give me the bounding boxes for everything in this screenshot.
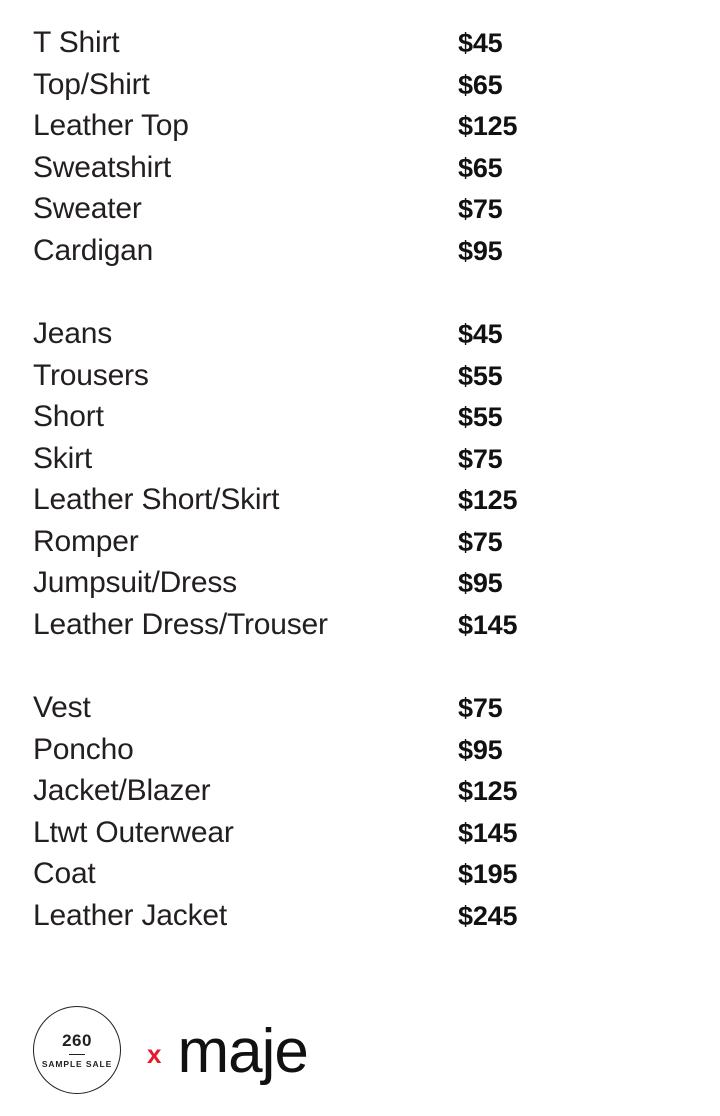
item-price: $45 <box>458 319 503 349</box>
table-row <box>33 442 720 484</box>
item-price: $145 <box>458 817 518 848</box>
item-price: $75 <box>458 693 503 723</box>
item-name: Trousers <box>33 358 149 392</box>
item-name: Romper <box>33 524 139 558</box>
table-row <box>33 525 720 567</box>
stamp-number: 260 <box>62 1030 92 1050</box>
price-group-tops <box>33 26 720 275</box>
table-row <box>33 234 720 276</box>
item-name: Leather Top <box>33 109 189 142</box>
item-price: $245 <box>458 900 518 931</box>
item-price: $145 <box>458 609 518 640</box>
table-row <box>33 774 720 816</box>
item-name: Leather Dress/Trouser <box>33 607 328 641</box>
brand-wordmark: maje <box>177 1017 308 1086</box>
stamp-text: SAMPLE SALE <box>41 1058 113 1069</box>
item-name: Vest <box>33 691 91 724</box>
item-name: Cardigan <box>33 233 154 267</box>
item-price: $65 <box>458 152 503 183</box>
price-list <box>0 26 720 940</box>
table-row <box>33 359 720 401</box>
item-name: Jacket/Blazer <box>33 774 211 807</box>
table-row <box>33 691 720 733</box>
item-name: Leather Short/Skirt <box>33 483 280 516</box>
item-price: $75 <box>458 194 503 224</box>
price-group-outerwear <box>33 691 720 940</box>
item-price: $55 <box>458 402 503 432</box>
collaboration-x-mark: x <box>147 1039 162 1069</box>
table-row <box>33 151 720 193</box>
item-price: $75 <box>458 443 503 474</box>
table-row <box>33 566 720 608</box>
table-row <box>33 109 720 151</box>
item-name: T Shirt <box>33 26 120 59</box>
item-name: Ltwt Outerwear <box>33 815 234 849</box>
item-name: Short <box>33 400 104 433</box>
item-name: Jumpsuit/Dress <box>33 566 237 599</box>
item-price: $95 <box>458 568 503 598</box>
stamp-divider <box>69 1054 85 1055</box>
table-row <box>33 400 720 442</box>
table-row <box>33 483 720 525</box>
item-price: $75 <box>458 526 503 557</box>
item-price: $125 <box>458 485 518 515</box>
item-name: Coat <box>33 857 96 890</box>
footer-branding <box>33 1006 308 1094</box>
item-name: Poncho <box>33 732 134 766</box>
table-row <box>33 857 720 899</box>
table-row <box>33 733 720 775</box>
table-row <box>33 26 720 68</box>
item-price: $125 <box>458 776 518 806</box>
table-row <box>33 899 720 941</box>
table-row <box>33 192 720 234</box>
item-price: $45 <box>458 28 503 58</box>
item-price: $65 <box>458 69 503 100</box>
table-row <box>33 68 720 110</box>
item-name: Sweatshirt <box>33 150 172 184</box>
item-name: Sweater <box>33 192 142 225</box>
item-price: $195 <box>458 859 518 889</box>
item-price: $95 <box>458 235 503 266</box>
table-row <box>33 317 720 359</box>
sample-sale-stamp-icon <box>33 1006 121 1094</box>
item-name: Skirt <box>33 441 93 475</box>
item-name: Leather Jacket <box>33 898 227 932</box>
item-price: $125 <box>458 111 518 141</box>
item-price: $95 <box>458 734 503 765</box>
item-name: Top/Shirt <box>33 67 150 101</box>
table-row <box>33 816 720 858</box>
price-group-bottoms-dresses <box>33 317 720 649</box>
table-row <box>33 608 720 650</box>
item-name: Jeans <box>33 317 113 350</box>
item-price: $55 <box>458 360 503 391</box>
